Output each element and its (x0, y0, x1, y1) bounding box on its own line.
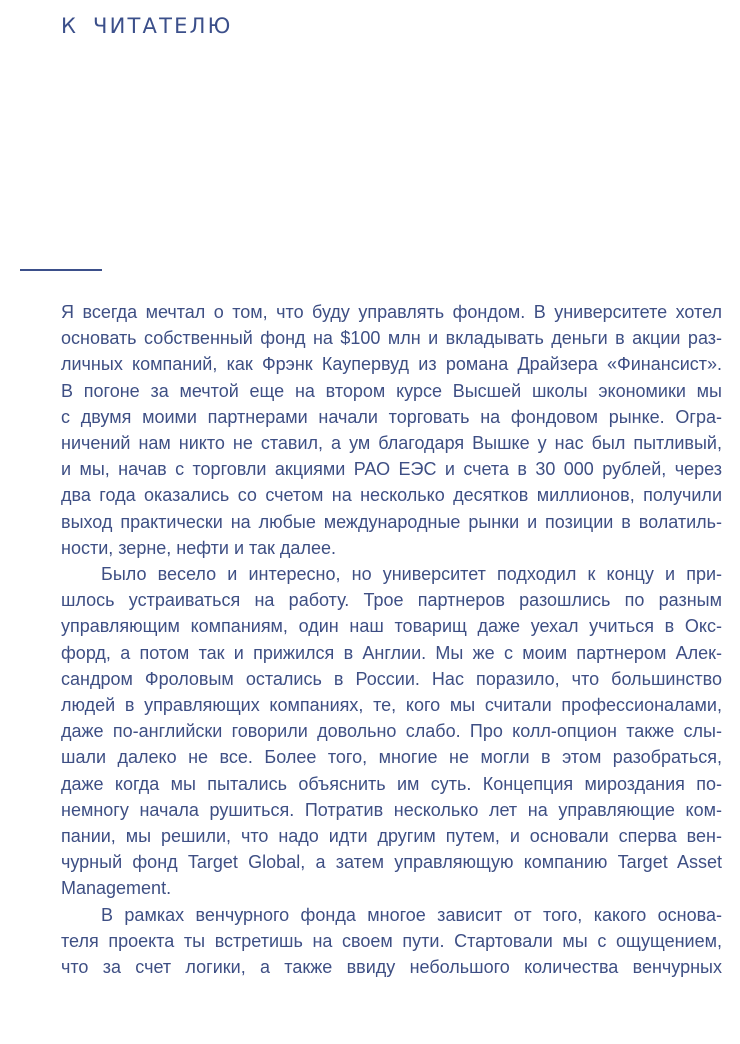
title-divider (20, 269, 102, 271)
paragraph-1 (61, 299, 722, 561)
text-line: пании, мы решили, что надо идти другим путем, и основали сперва вен- (61, 826, 722, 847)
text-line: ничений нам никто не ставил, а ум благодаря Вышке у нас был пытливый, (61, 433, 722, 454)
text-line: сандром Фроловым остались в России. Нас поразило, что большинство (61, 668, 722, 689)
text-line: Было весело и интересно, но университет подходил к концу и при- (101, 564, 722, 585)
text-line: людей в управляющих компаниях, те, кого мы считали профессионалами, (61, 695, 722, 716)
text-line: с двумя моими партнерами начали торговать на фондовом рынке. Огра- (61, 406, 722, 427)
text-line: ности, зерне, нефти и так далее. (61, 537, 336, 558)
text-line: В рамках венчурного фонда многое зависит от того, какого основа- (101, 904, 722, 925)
text-line: шали далеко не все. Более того, многие не могли в этом разобраться, (61, 747, 722, 768)
text-line: Management. (61, 878, 172, 899)
text-line: чурный фонд Target Global, а затем управляющую компанию Target Asset (61, 852, 722, 873)
text-line: шлось устраиваться на работу. Трое партнеров разошлись по разным (61, 590, 722, 611)
text-line: даже когда мы пытались объяснить им суть. Концепция мироздания по- (61, 773, 722, 794)
text-line: немногу начала рушиться. Потратив несколько лет на управляющие ком- (61, 799, 722, 820)
paragraph-2 (61, 561, 722, 902)
text-line: выход практически на любые международные рынки и позиции в волатиль- (61, 511, 722, 532)
text-line: Я всегда мечтал о том, что буду управлять фондом. В университете хотел (61, 302, 722, 322)
text-line: основать собственный фонд на $100 млн и вкладывать деньги в акции раз- (61, 328, 722, 349)
text-line: управляющим компаниям, один наш товарищ даже уехал учиться в Окс- (61, 616, 722, 637)
text-line: личных компаний, как Фрэнк Каупервуд из романа Драйзера «Финансист». (61, 354, 722, 375)
paragraph-3 (61, 902, 722, 981)
text-line: два года оказались со счетом на несколько десятков миллионов, получили (61, 485, 722, 506)
chapter-title: К ЧИТАТЕЛЮ (61, 14, 233, 38)
text-line: что за счет логики, а также ввиду небольшого количества венчурных (61, 957, 722, 978)
text-line: теля проекта ты встретишь на своем пути. Стартовали мы с ощущением, (61, 930, 722, 951)
text-line: даже по-английски говорили довольно слабо. Про колл-опцион также слы- (61, 721, 722, 742)
text-line: форд, а потом так и прижился в Англии. Мы же с моим партнером Алек- (61, 642, 722, 663)
body-text (61, 299, 722, 980)
text-line: В погоне за мечтой еще на втором курсе Высшей школы экономики мы (61, 380, 722, 401)
text-line: и мы, начав с торговли акциями РАО ЕЭС и счета в 30 000 рублей, через (61, 459, 722, 480)
